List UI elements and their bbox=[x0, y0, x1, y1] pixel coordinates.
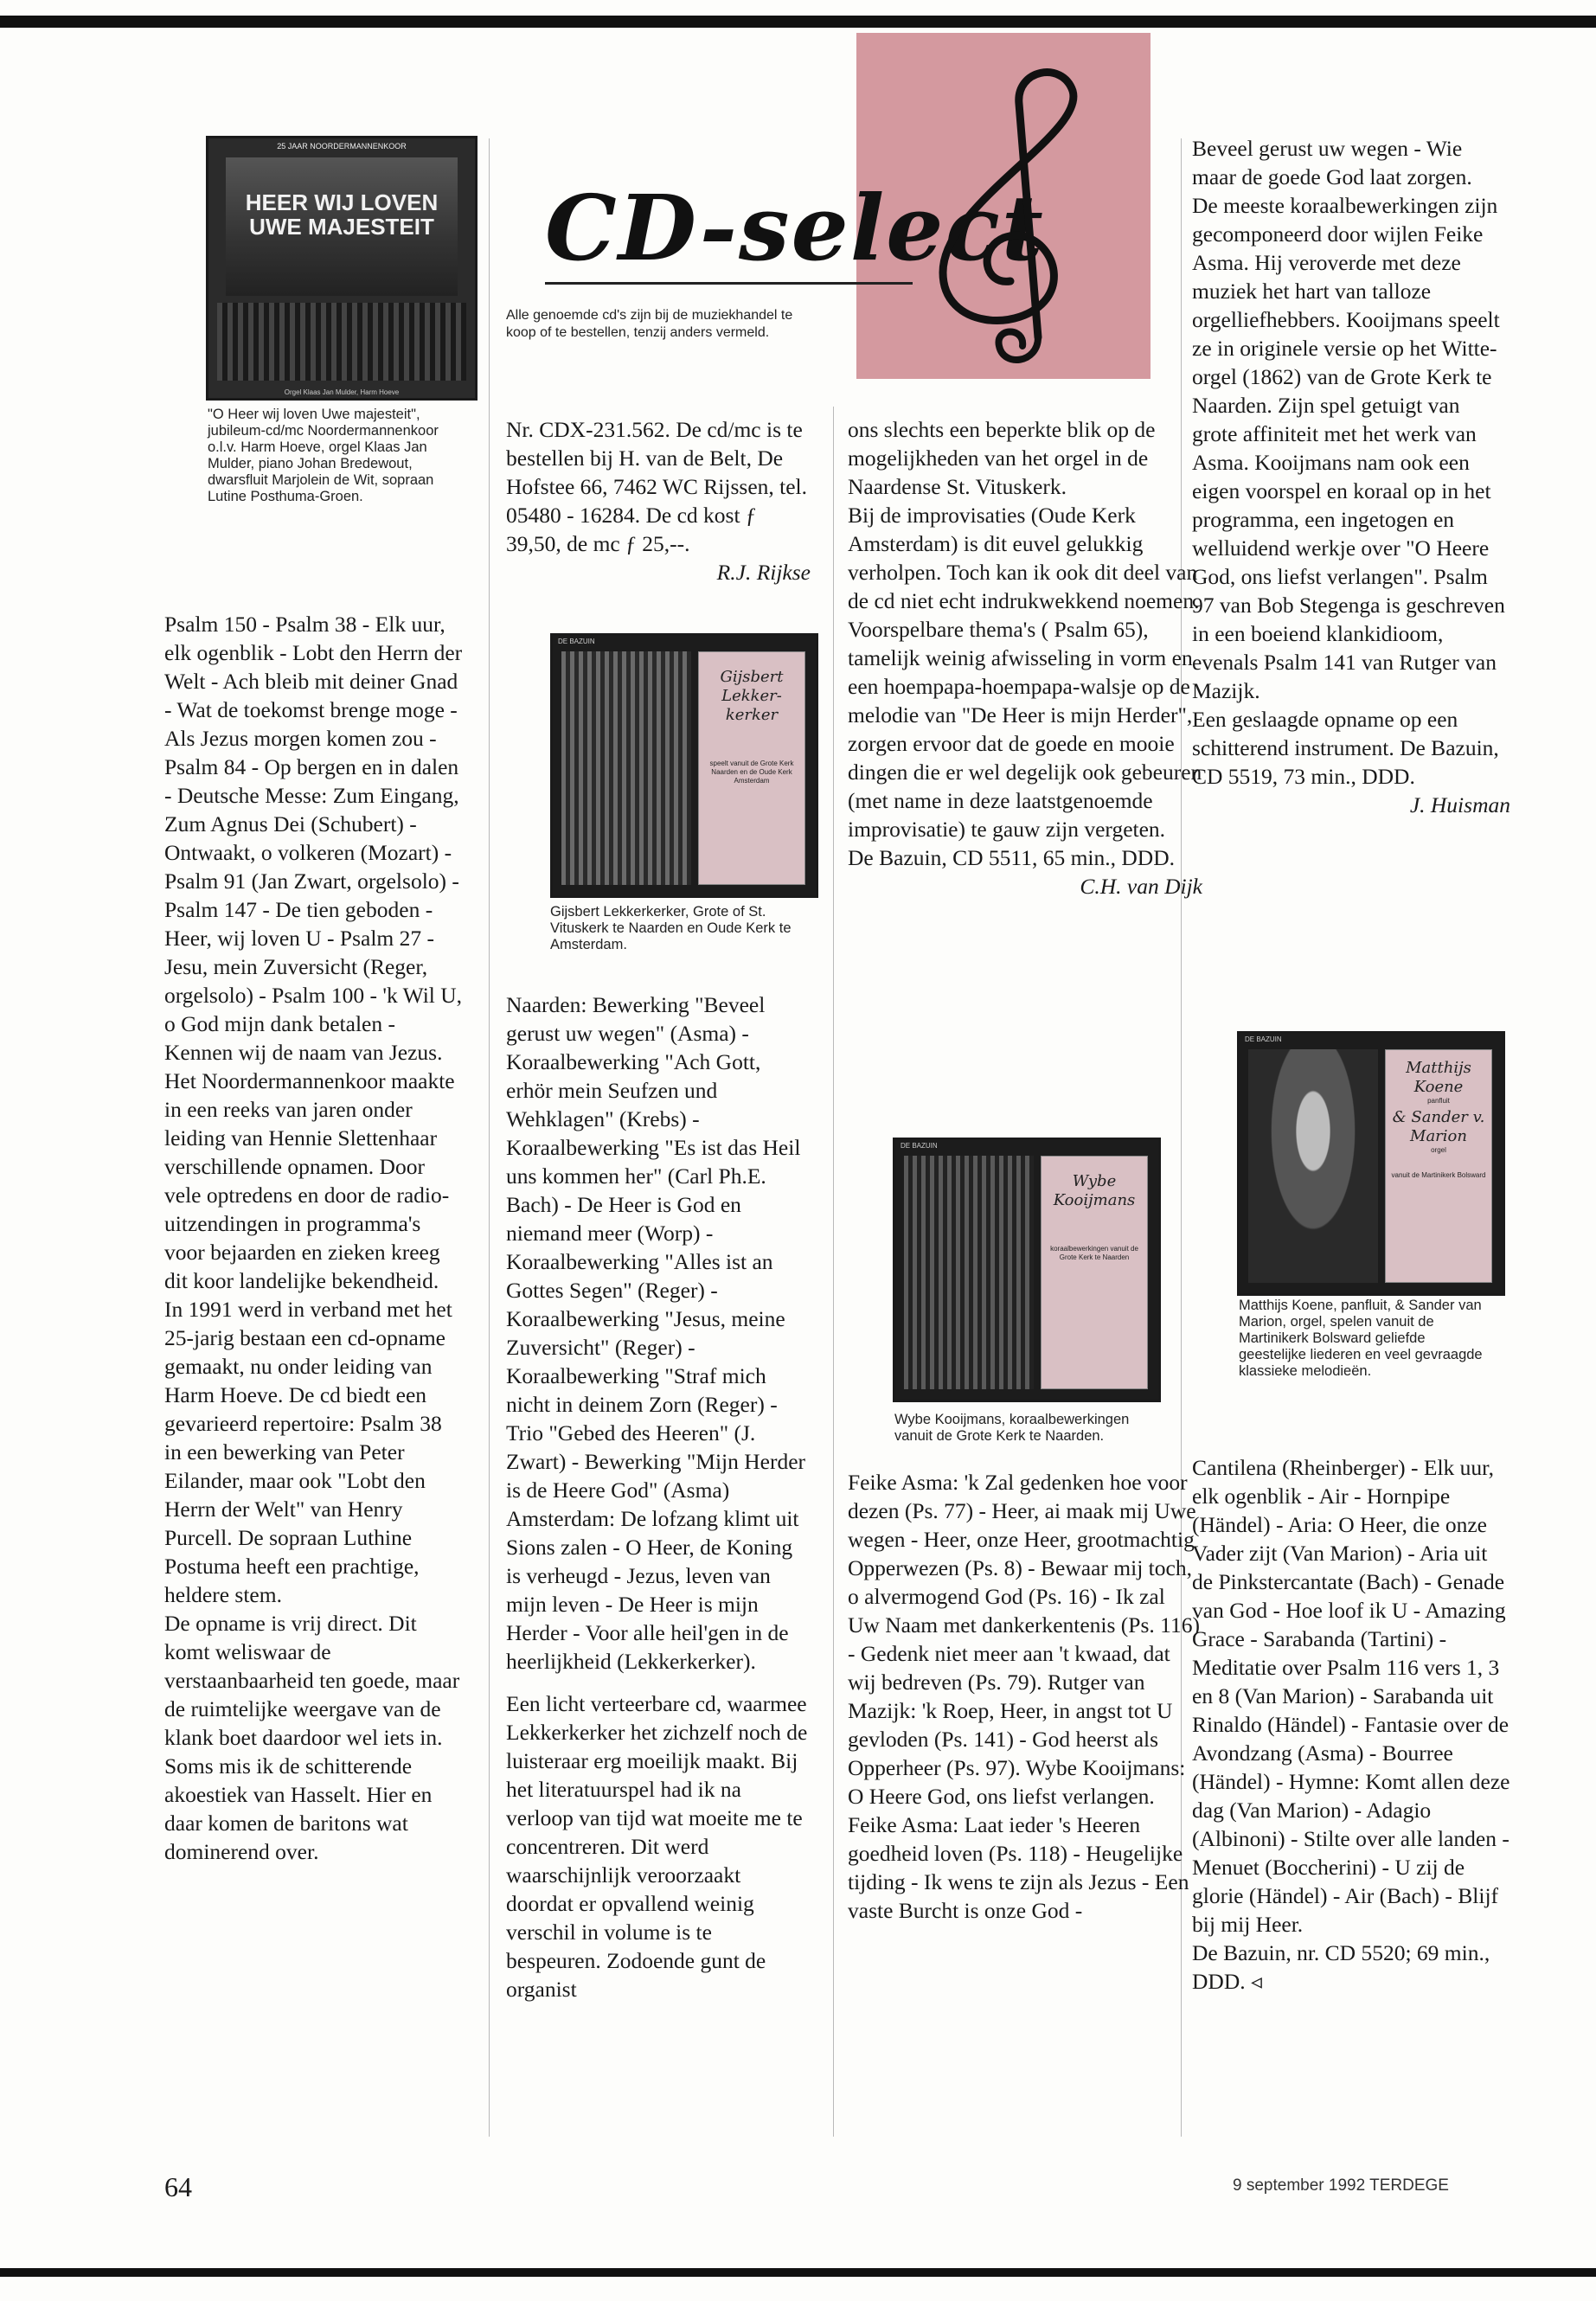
cover-title: HEER WIJ LOVEN UWE MAJESTEIT bbox=[245, 189, 439, 240]
album-cover-kooijmans bbox=[893, 1138, 1161, 1402]
cover-label: DE BAZUIN bbox=[901, 1142, 938, 1150]
article-column-2 bbox=[506, 415, 811, 586]
cover-top-text: 25 JAAR NOORDERMANNENKOOR bbox=[277, 142, 407, 151]
caption-kooijmans: Wybe Kooijmans, koraalbewerkingen vanuit de Grote Kerk te Naarden. bbox=[894, 1412, 1130, 1444]
album-cover-noordermannenkoor bbox=[206, 136, 478, 401]
article-column-3 bbox=[848, 415, 1202, 901]
top-border bbox=[0, 16, 1596, 28]
cover-title-panel bbox=[698, 651, 805, 885]
article-text: Psalm 150 - Psalm 38 - Elk uur, elk ogenblik - Lobt den Herrn der Welt - Ach bleib mit deiner Gnad - Wat de toekomst brenge moge - Als Jezus morgen komen zou - Psalm 84 - Op bergen en in dalen - Deutsche Messe: Zum Eingang, Zum Agnus Dei (Schubert) - Ontwaakt, o volkeren (Mozart) - Psalm 91 (Jan Zwart, orgelsolo) - Psalm 147 - De tien geboden - Heer, wij loven U - Psalm 27 - Jesu, mein Zuversicht (Reger, orgelsolo) - Psalm 100 - 'k Wil U, o God mijn dank betalen - Kennen wij de naam van Jezus. Het Noordermannenkoor maakte in een reeks van jaren onder leiding van Hennie Slettenhaar verschillende opnamen. Door vele optredens en door de radio-uitzendingen in programma's voor bejaarden en zieken kreeg dit koor landelijke bekendheid. In 1991 werd in verband met het 25-jarig bestaan een cd-opname gemaakt, nu onder leiding van Harm Hoeve. De cd biedt een gevarieerd repertoire: Psalm 38 in een bewerking van Peter Eilander, maar ook "Lobt den Herrn der Welt" van Henry Purcell. De sopraan Luthine Postuma heeft een prachtige, heldere stem. De opname is vrij direct. Dit komt weliswaar de verstaanbaarheid ten goede, maar de ruimtelijke weergave van de klank boet daardoor wel iets in. Soms mis ik de schitterende akoestiek van Hasselt. Hier en daar komen de baritons wat dominerend over. bbox=[164, 612, 463, 1864]
article-text: Een licht verteerbare cd, waarmee Lekkerkerker het zichzelf noch de luisteraar erg moeilijk maakt. Bij het literatuurspel had ik na verloop van tijd wat moeite me te concentreren. Dit werd waarschijnlijk veroorzaakt doordat er opvallend weinig verschil in volume is te bespeuren. Zodoende gunt de organist bbox=[506, 1691, 808, 2002]
cover-portrait-image bbox=[1248, 1049, 1378, 1283]
author-signature: C.H. van Dijk bbox=[1080, 874, 1202, 899]
cover-bottom-text: Orgel Klaas Jan Mulder, Harm Hoeve bbox=[284, 388, 400, 396]
cover-organ-image bbox=[904, 1156, 1034, 1389]
article-column-2-continued bbox=[506, 990, 811, 2003]
author-signature: J. Huisman bbox=[1409, 792, 1510, 817]
article-column-4 bbox=[1192, 134, 1510, 819]
title-underline bbox=[545, 282, 913, 285]
cover-subtitle: vanuit de Martinikerk Bolsward bbox=[1391, 1171, 1486, 1179]
caption-noordermannenkoor: "O Heer wij loven Uwe majesteit", jubileum-cd/mc Noordermannenkoor o.l.v. Harm Hoeve, orgel Klaas Jan Mulder, piano Johan Bredewout, dwarsfluit Marjolein de Wit, sopraan Lutine Posthuma-Groen. bbox=[208, 407, 439, 504]
cover-subtitle: koraalbewerkingen vanuit de Grote Kerk te Naarden bbox=[1050, 1245, 1138, 1261]
cover-instrument: panfluit bbox=[1427, 1097, 1450, 1105]
album-cover-lekkerkerker bbox=[550, 633, 818, 898]
article-text: Feike Asma: 'k Zal gedenken hoe voor dezen (Ps. 77) - Heer, ai maak mij Uwe wegen - Heer, onze Heer, grootmachtig Opperwezen (Ps. 8) - Bewaar mij toch, o alvermogend God (Ps. 16) - Ik zal Uw Naam met dankerkentenis (Ps. 116) - Gedenk niet meer aan 't kwaad, dat wij bedreven (Ps. 79). Rutger van Mazijk: 'k Roep, Heer, in angst tot U gevloden (Ps. 141) - God heerst als Opperheer (Ps. 97). Wybe Kooijmans: O Heere God, ons liefst verlangen. Feike Asma: Laat ieder 's Heeren goedheid loven (Ps. 118) - Heugelijke tijding - Ik wens te zijn als Jezus - Een vaste Burcht is onze God - bbox=[848, 1470, 1200, 1923]
article-text: Cantilena (Rheinberger) - Elk uur, elk ogenblik - Air - Hornpipe (Händel) - Aria: O Heer, die onze Vader zijt (Van Marion) - Aria uit de Pinkstercantate (Bach) - Genade van God - Hoe loof ik U - Amazing Grace - Sarabanda (Tartini) - Meditatie over Psalm 116 vers 1, 3 en 8 (Van Marion) - Sarabanda uit Rinaldo (Händel) - Fantasie over de Avondzang (Asma) - Bourree (Händel) - Hymne: Komt allen deze dag (Van Marion) - Adagio (Albinoni) - Stilte over alle landen - Menuet (Boccherini) - U zij de glorie (Händel) - Air (Bach) - Blijf bij mij Heer. De Bazuin, nr. CD 5520; 69 min., DDD. ◃ bbox=[1192, 1455, 1510, 1994]
cover-label: DE BAZUIN bbox=[1245, 1035, 1282, 1043]
bottom-border bbox=[0, 2268, 1596, 2277]
cover-artist-name: Gijsbert Lekker-kerker bbox=[720, 668, 784, 724]
intro-note: Alle genoemde cd's zijn bij de muziekhandel te koop of te bestellen, tenzij anders vermeld. bbox=[506, 308, 793, 340]
article-text: Nr. CDX-231.562. De cd/mc is te bestellen bij H. van de Belt, De Hofstee 66, 7462 WC Rijssen, tel. 05480 - 16284. De cd kost ƒ 39,50, de mc ƒ 25,--. bbox=[506, 417, 807, 556]
caption-lekkerkerker: Gijsbert Lekkerkerker, Grote of St. Vituskerk te Naarden en Oude Kerk te Amsterdam. bbox=[550, 904, 792, 952]
cover-title-panel bbox=[1041, 1156, 1148, 1389]
page-title: CD-select bbox=[545, 175, 1045, 281]
caption-koene: Matthijs Koene, panfluit, & Sander van Marion, orgel, spelen vanuit de Martinikerk Bolsward geliefde geestelijke liederen en veel gevraagde klassieke melodieën. bbox=[1239, 1298, 1483, 1379]
article-text: ons slechts een beperkte blik op de mogelijkheden van het orgel in de Naardense St. Vituskerk. Bij de improvisaties (Oude Kerk Amsterdam) is dit euvel gelukkig verholpen. Toch kan ik ook dit deel van de cd niet echt indrukwekkend noemen. Voorspelbare thema's ( Psalm 65), tamelijk weinig afwisseling in vorm en een hoempapa-hoempapa-walsje op de melodie van "De Heer is mijn Herder", zorgen ervoor dat de goede en mooie dingen die er wel degelijk ook gebeuren (met name in deze laatstgenoemde improvisatie) te gauw zijn vergeten. De Bazuin, CD 5511, 65 min., DDD. bbox=[848, 417, 1202, 870]
page-number: 64 bbox=[164, 2171, 192, 2202]
treble-clef-icon bbox=[908, 52, 1116, 381]
article-text: Naarden: Bewerking "Beveel gerust uw wegen" (Asma) - Koraalbewerking "Ach Gott, erhör mein Seufzen und Wehklagen" (Krebs) - Koraalbewerking "Es ist das Heil uns kommen her" (Carl Ph.E. Bach) - De Heer is God en niemand meer (Worp) - Koraalbewerking "Alles ist an Gottes Segen" (Reger) - Koraalbewerking "Jesus, meine Zuversicht" (Reger) - Koraalbewerking "Straf mich nicht in deinem Zorn (Reger) - Trio "Gebed des Heeren" (J. Zwart) - Bewerking "Mijn Herder is de Heere God" (Asma) Amsterdam: De lofzang klimt uit Sions zalen - O Heer, de Koning is verheugd - Jezus, leven van mijn leven - De Heer is mijn Herder - Voor alle heil'gen in de heerlijkheid (Lekkerkerker). bbox=[506, 992, 806, 1674]
column-rule bbox=[833, 407, 834, 2137]
issue-date: 9 september 1992 TERDEGE bbox=[1233, 2176, 1449, 2195]
cover-title-panel bbox=[1385, 1049, 1492, 1283]
cover-subtitle: speelt vanuit de Grote Kerk Naarden en de Oude Kerk Amsterdam bbox=[709, 760, 794, 785]
album-cover-koene bbox=[1237, 1031, 1505, 1296]
author-signature: R.J. Rijkse bbox=[716, 560, 811, 585]
cover-organ-image bbox=[561, 651, 691, 885]
article-column-1 bbox=[164, 610, 463, 1866]
cover-label: DE BAZUIN bbox=[558, 638, 595, 645]
article-column-4-continued bbox=[1192, 1453, 1510, 1996]
article-text: Beveel gerust uw wegen - Wie maar de goede God laat zorgen. De meeste koraalbewerkingen zijn gecomponeerd door wijlen Feike Asma. Hij veroverde met deze muziek het hart van talloze orgelliefhebbers. Kooijmans speelt ze in originele versie op het Witte-orgel (1862) van de Grote Kerk te Naarden. Zijn spel getuigt van grote affiniteit met het werk van Asma. Kooijmans nam ook een eigen voorspel en koraal op in het programma, een ingetogen en welluidend werkje over "O Heere God, ons liefst verlangen". Psalm 97 van Bob Stegenga is geschreven in een boeiend klankidioom, evenals Psalm 141 van Rutger van Mazijk. Een geslaagde opname op een schitterend instrument. De Bazuin, CD 5519, 73 min., DDD. bbox=[1192, 136, 1505, 789]
cover-instrument: orgel bbox=[1431, 1146, 1446, 1154]
column-rule bbox=[489, 138, 490, 2137]
cover-artist-name-2: & Sander v. Marion bbox=[1392, 1108, 1485, 1145]
cover-choir-image bbox=[217, 303, 466, 381]
cover-artist-name: Matthijs Koene bbox=[1406, 1059, 1471, 1096]
article-column-3-continued bbox=[848, 1468, 1202, 1925]
cover-artist-name: Wybe Kooijmans bbox=[1053, 1172, 1136, 1209]
